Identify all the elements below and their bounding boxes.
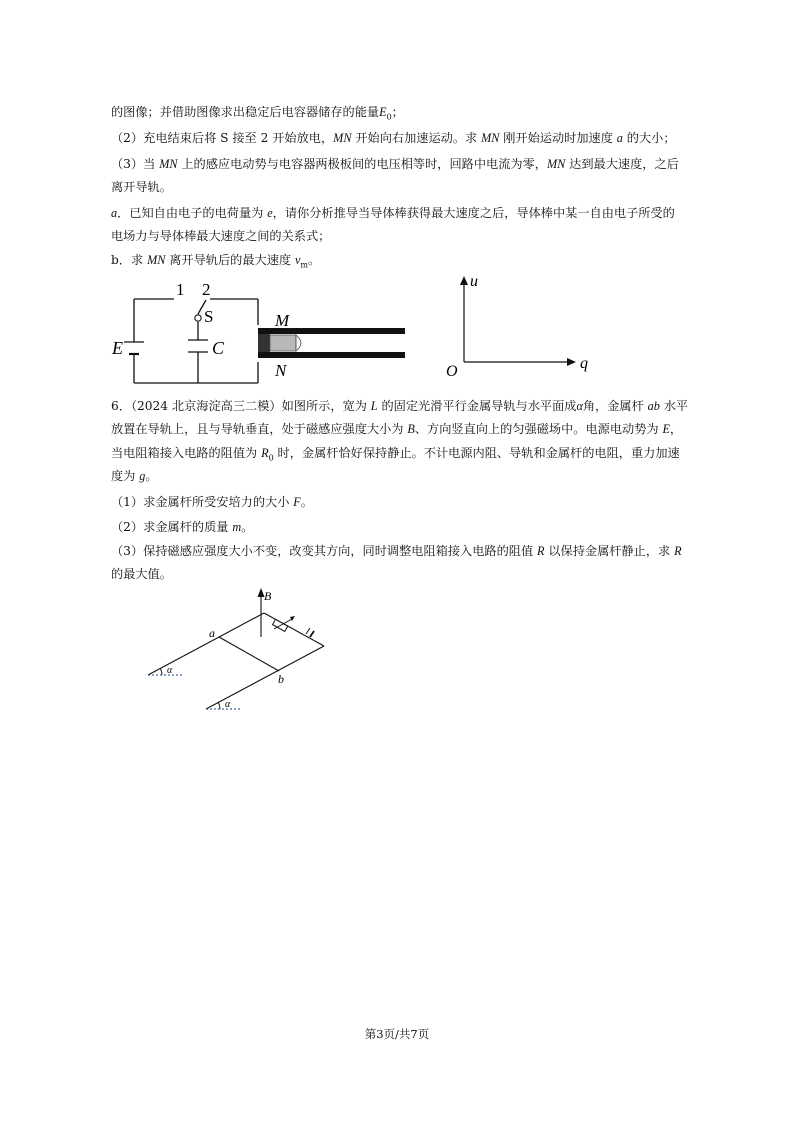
- q6-line-5: （1）求金属杆所受安培力的大小 F。: [111, 495, 313, 509]
- axis-q-label: q: [580, 355, 588, 372]
- incline-rails-figure: [140, 585, 340, 715]
- label-a: a: [209, 626, 215, 640]
- angle-alpha-upper: α: [167, 665, 173, 676]
- label-b: b: [278, 672, 284, 686]
- q6-line-2: 放置在导轨上，且与导轨垂直，处于磁感应强度大小为 B、方向竖直向上的匀强磁场中。电源电动势为 E，: [111, 422, 683, 436]
- page-footer: 第3页/共7页: [364, 1027, 430, 1041]
- label-N: N: [275, 361, 287, 380]
- label-emf: E: [112, 338, 123, 358]
- q5-line-2: （2）充电结束后将 S 接至 2 开始放电，MN 开始向右加速运动。求 MN 刚开始运动时加速度 a 的大小；: [111, 131, 676, 145]
- q6-line-3: 当电阻箱接入电路的阻值为 $R_0$ 时，金属杆恰好保持静止。不计电源内阻、导轨和金属杆的电阻，重力加速: [111, 446, 680, 463]
- switch-label: S: [204, 307, 214, 326]
- switch-terminal-2: 2: [202, 280, 211, 299]
- q5-line-7: b．求 MN 离开导轨后的最大速度 $v_m$。: [111, 253, 321, 270]
- label-capacitor: C: [212, 338, 225, 358]
- axis-u-label: u: [470, 273, 478, 290]
- switch-terminal-1: 1: [176, 280, 185, 299]
- label-B: B: [264, 589, 272, 603]
- angle-alpha-lower: α: [225, 699, 231, 710]
- q5-line-4: 离开导轨。: [111, 180, 172, 194]
- q6-line-8: 的最大值。: [111, 567, 172, 581]
- origin-label: O: [446, 363, 458, 380]
- q5-line-6: 电场力与导体棒最大速度之间的关系式；: [111, 229, 331, 243]
- q6-line-7: （3）保持磁感应强度大小不变，改变其方向，同时调整电阻箱接入电路的阻值 R 以保持金属杆静止，求 R: [111, 544, 682, 558]
- q5-line-3: （3）当 MN 上的感应电动势与电容器两极板间的电压相等时，回路中电流为零，MN 达到最大速度，之后: [111, 157, 679, 171]
- q6-line-6: （2）求金属杆的质量 m。: [111, 520, 254, 534]
- q5-line-1: 的图像；并借助图像求出稳定后电容器储存的能量$E_0$；: [111, 105, 404, 122]
- circuit-figure: [100, 270, 620, 390]
- label-M: M: [275, 311, 290, 330]
- q5-line-5: a．已知自由电子的电荷量为 e，请你分析推导当导体棒获得最大速度之后，导体棒中某一自由电子所受的: [111, 206, 675, 220]
- q6-line-1: 6．（2024 北京海淀高三二模）如图所示，宽为 L 的固定光滑平行金属导轨与水平面成α角，金属杆 ab 水平: [111, 399, 689, 413]
- q6-line-4: 度为 g。: [111, 469, 158, 483]
